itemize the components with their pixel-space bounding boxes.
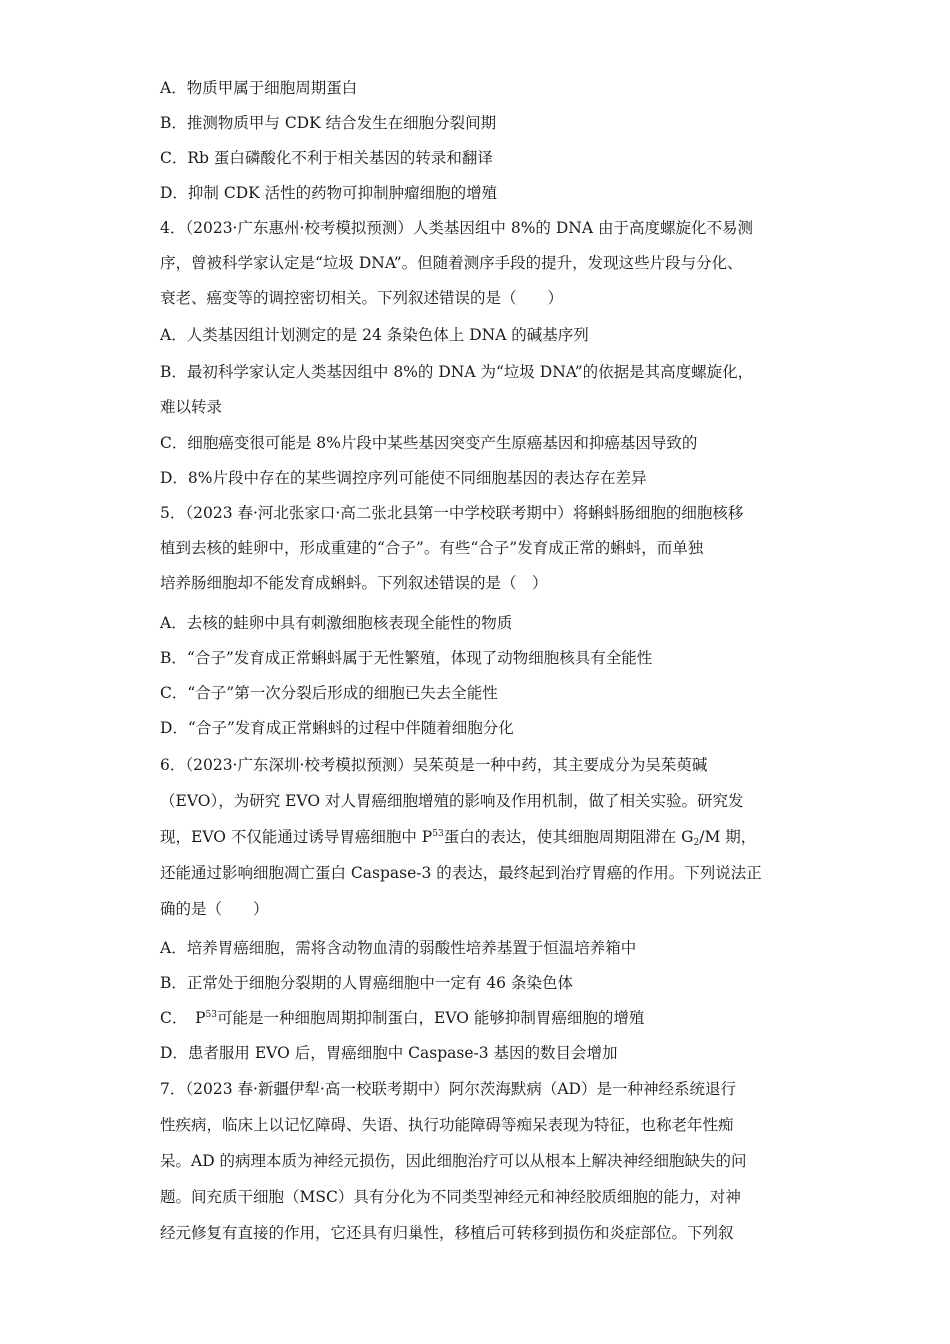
q7-stem-line-3: 呆。AD 的病理本质为神经元损伤，因此细胞治疗可以从根本上解决神经细胞缺失的问	[160, 1152, 747, 1170]
q5-option-b: B．“合子”发育成正常蝌蚪属于无性繁殖，体现了动物细胞核具有全能性	[160, 649, 653, 667]
q4-option-d: D．8%片段中存在的某些调控序列可能使不同细胞基因的表达存在差异	[160, 469, 647, 487]
q5-stem-line-2: 植到去核的蛙卵中，形成重建的“合子”。有些“合子”发育成正常的蝌蚪，而单独	[160, 539, 704, 557]
q3-option-d: D．抑制 CDK 活性的药物可抑制肿瘤细胞的增殖	[160, 184, 498, 202]
q3-option-b: B．推测物质甲与 CDK 结合发生在细胞分裂间期	[160, 114, 497, 132]
q4-option-a: A．人类基因组计划测定的是 24 条染色体上 DNA 的碱基序列	[160, 326, 589, 344]
q7-stem-line-1: 7．（2023 春·新疆伊犁·高一校联考期中）阿尔茨海默病（AD）是一种神经系统退行	[160, 1080, 736, 1098]
q7-stem-line-5: 经元修复有直接的作用，它还具有归巢性，移植后可转移到损伤和炎症部位。下列叙	[160, 1224, 734, 1242]
q6-option-c: C． $P^{53}$可能是一种细胞周期抑制蛋白，EVO 能够抑制胃癌细胞的增殖	[160, 1009, 645, 1027]
q5-option-c: C．“合子”第一次分裂后形成的细胞已失去全能性	[160, 684, 498, 702]
q6-option-d: D．患者服用 EVO 后，胃癌细胞中 Caspase-3 基因的数目会增加	[160, 1044, 618, 1062]
q6-stem-line-4: 还能通过影响细胞凋亡蛋白 Caspase-3 的表达，最终起到治疗胃癌的作用。下列说法正	[160, 864, 762, 882]
q5-option-d: D．“合子”发育成正常蝌蚪的过程中伴随着细胞分化	[160, 719, 514, 737]
q5-stem-line-1: 5．（2023 春·河北张家口·高二张北县第一中学校联考期中）将蝌蚪肠细胞的细胞核移	[160, 504, 744, 522]
q6-stem-line-3: 现，EVO 不仅能通过诱导胃癌细胞中 $P^{53}$蛋白的表达，使其细胞周期阻滞在 $G_2/M$ 期，	[160, 828, 757, 848]
q4-option-c: C．细胞癌变很可能是 8%片段中某些基因突变产生原癌基因和抑癌基因导致的	[160, 434, 698, 452]
q3-option-a: A．物质甲属于细胞周期蛋白	[160, 79, 358, 97]
q4-stem-line-1: 4．（2023·广东惠州·校考模拟预测）人类基因组中 8%的 DNA 由于高度螺旋化不易测	[160, 219, 753, 237]
q4-stem-line-2: 序，曾被科学家认定是“垃圾 DNA”。但随着测序手段的提升，发现这些片段与分化、	[160, 254, 743, 272]
q6-option-a: A．培养胃癌细胞，需将含动物血清的弱酸性培养基置于恒温培养箱中	[160, 939, 637, 957]
q4-stem-line-3: 衰老、癌变等的调控密切相关。下列叙述错误的是（ ）	[160, 289, 564, 307]
q4-option-b-line-1: B．最初科学家认定人类基因组中 8%的 DNA 为“垃圾 DNA”的依据是其高度螺旋化，	[160, 363, 754, 381]
q6-stem-line-1: 6．（2023·广东深圳·校考模拟预测）吴茱萸是一种中药，其主要成分为吴茱萸碱	[160, 756, 708, 774]
q6-stem-line-5: 确的是（ ）	[160, 900, 269, 918]
q3-option-c: C．Rb 蛋白磷酸化不利于相关基因的转录和翻译	[160, 149, 493, 167]
q7-stem-line-2: 性疾病，临床上以记忆障碍、失语、执行功能障碍等痴呆表现为特征，也称老年性痴	[160, 1116, 734, 1134]
q6-stem-line-2: （EVO），为研究 EVO 对人胃癌细胞增殖的影响及作用机制，做了相关实验。研究发	[160, 792, 744, 810]
q5-option-a: A．去核的蛙卵中具有刺激细胞核表现全能性的物质	[160, 614, 513, 632]
q5-stem-line-3: 培养肠细胞却不能发育成蝌蚪。下列叙述错误的是（ ）	[160, 574, 548, 592]
q7-stem-line-4: 题。间充质干细胞（MSC）具有分化为不同类型神经元和神经胶质细胞的能力，对神	[160, 1188, 741, 1206]
q6-option-b: B．正常处于细胞分裂期的人胃癌细胞中一定有 46 条染色体	[160, 974, 573, 992]
q4-option-b-line-2: 难以转录	[160, 398, 223, 416]
